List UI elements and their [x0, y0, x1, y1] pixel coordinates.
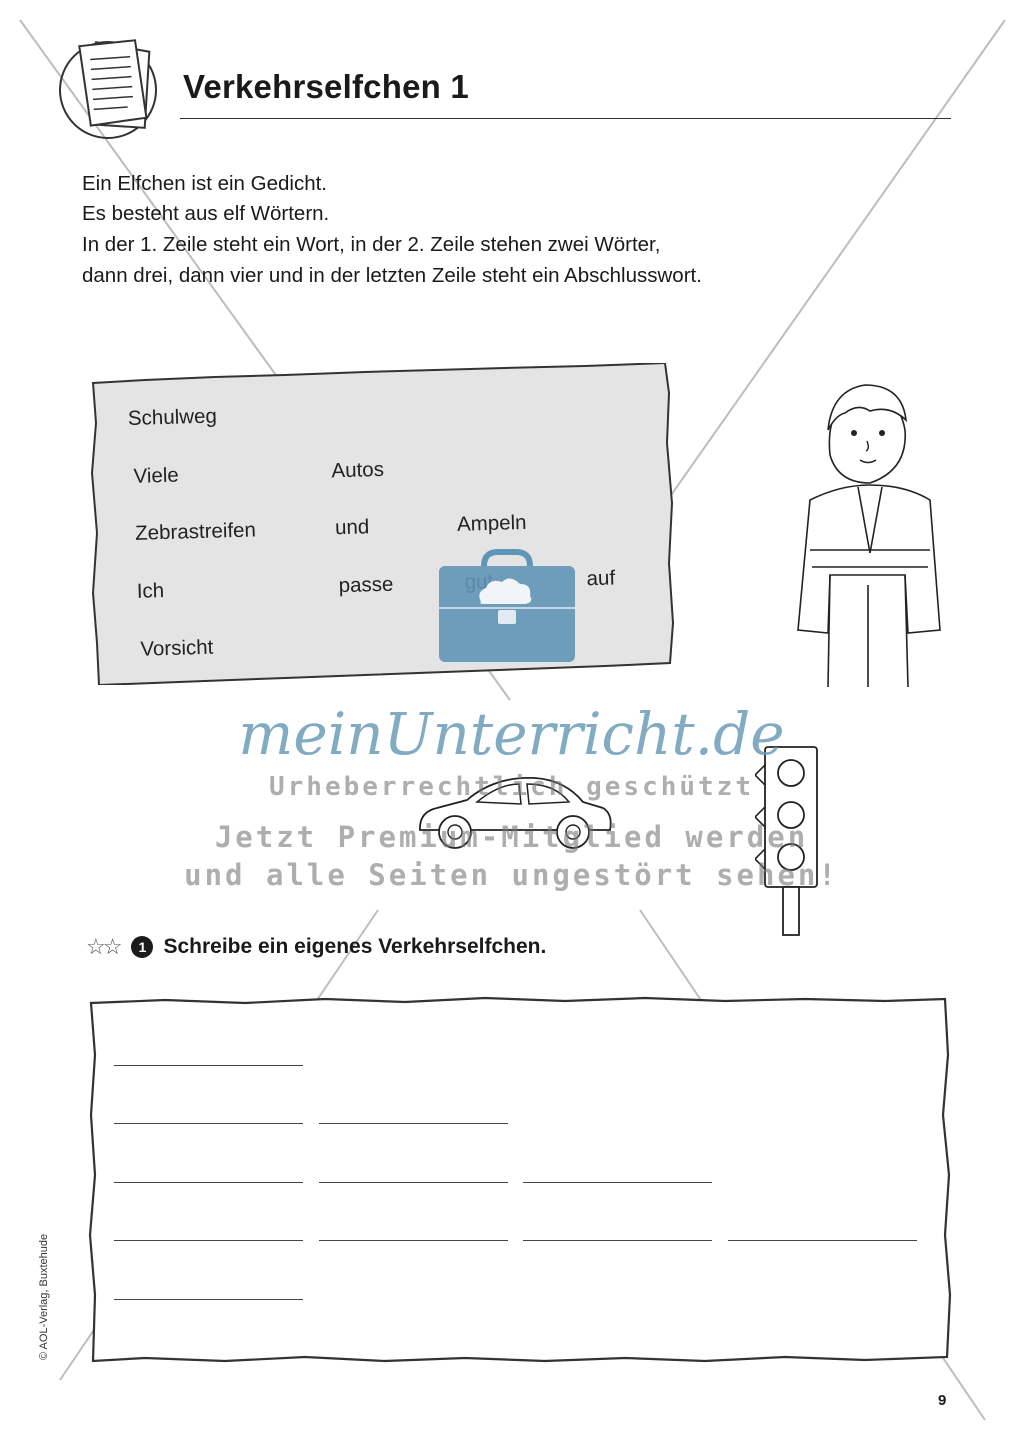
write-line[interactable] [114, 1065, 303, 1066]
card-word: Schulweg [127, 404, 218, 430]
writing-area [85, 995, 955, 1367]
intro-line-2: Es besteht aus elf Wörtern. [82, 202, 330, 225]
write-line[interactable] [114, 1240, 303, 1241]
card-word: Zebrastreifen [134, 518, 257, 545]
boy-illustration [770, 375, 950, 690]
write-line[interactable] [114, 1299, 303, 1300]
card-word: Vorsicht [140, 635, 214, 661]
briefcase-cloud-icon [436, 548, 578, 666]
card-word: Ampeln [456, 510, 527, 536]
card-word: Autos [331, 457, 385, 483]
difficulty-stars-icon: ☆☆ [86, 934, 120, 959]
word-card [85, 363, 675, 685]
write-line[interactable] [523, 1240, 712, 1241]
task-number: 1 [131, 936, 153, 958]
write-line[interactable] [114, 1123, 303, 1124]
card-word: passe [338, 572, 394, 598]
write-line[interactable] [728, 1240, 917, 1241]
task-text: Schreibe ein eigenes Verkehrselfchen. [163, 935, 547, 958]
watermark-line-1: Urheberrechtlich geschützt [269, 772, 754, 802]
watermark-brand: meinUnterricht.de [238, 700, 785, 768]
card-word: Ich [136, 579, 165, 603]
copyright-notice: © AOL-Verlag, Buxtehude [38, 1233, 50, 1360]
write-line[interactable] [523, 1182, 712, 1183]
card-word: Viele [133, 463, 180, 488]
write-line[interactable] [319, 1123, 508, 1124]
write-line[interactable] [319, 1240, 508, 1241]
write-line[interactable] [114, 1182, 303, 1183]
intro-line-3: In der 1. Zeile steht ein Wort, in der 2. Zeile stehen zwei Wörter, [82, 233, 661, 256]
intro-line-1: Ein Elfchen ist ein Gedicht. [82, 172, 327, 195]
card-word: auf [586, 566, 616, 591]
page-number: 9 [938, 1392, 947, 1409]
write-line[interactable] [319, 1182, 508, 1183]
title-divider [180, 118, 951, 119]
card-word: und [334, 515, 370, 540]
intro-line-4: dann drei, dann vier und in der letzten Zeile steht ein Abschlusswort. [82, 264, 702, 287]
watermark-line-2: Jetzt Premium-Mitglied werden [214, 820, 809, 854]
watermark-line-3: und alle Seiten ungestört sehen! [184, 858, 839, 892]
papers-icon [52, 28, 170, 146]
task-instruction [86, 934, 546, 960]
page-title: Verkehrselfchen 1 [183, 68, 469, 105]
